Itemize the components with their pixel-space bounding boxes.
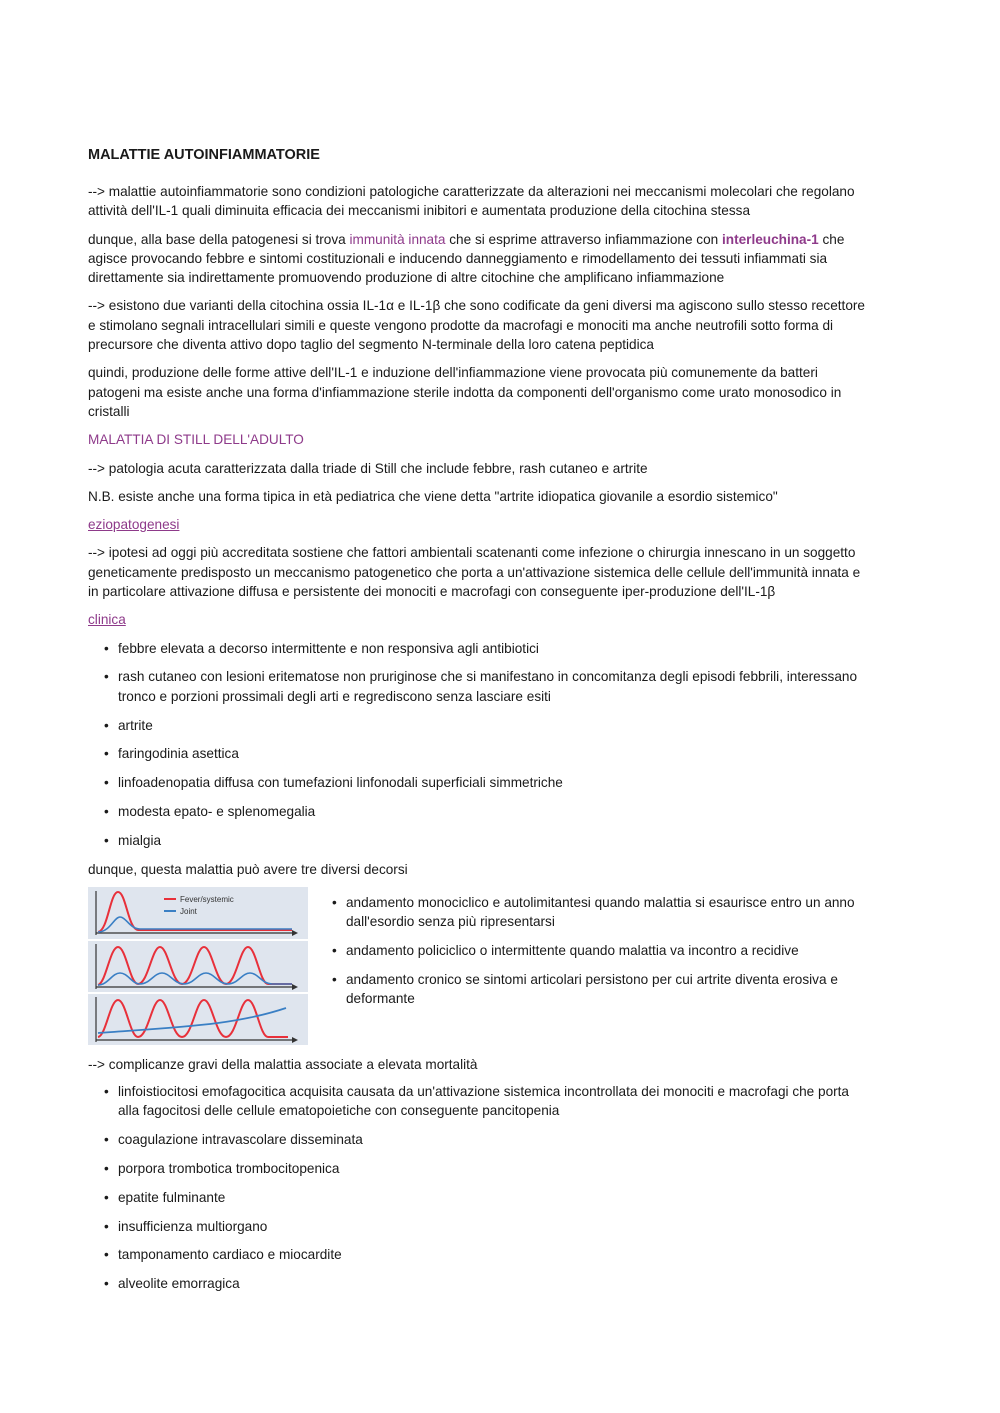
still-paragraph-2: N.B. esiste anche una forma tipica in età pediatrica che viene detta "artrite idiopatica giovanile a esordio sistemico" xyxy=(88,488,778,504)
figure-divider xyxy=(88,939,308,941)
list-item: • tamponamento cardiaco e miocardite xyxy=(118,1245,868,1264)
list-item: • coagulazione intravascolare disseminata xyxy=(118,1130,868,1149)
disease-course-figure xyxy=(88,887,308,1045)
intro-paragraph-3: --> esistono due varianti della citochina ossia IL-1α e IL-1β che sono codificate da geni diversi ma agiscono sullo stesso recettore e stimolano segnali intracellulari simili e queste vengono prodotte da macrofagi e monociti ma anche neutrofili sotto forma di precursore che diventa attivo dopo taglio del segmento N-terminale della loro catena peptidica xyxy=(88,298,865,353)
list-item: • linfoistiocitosi emofagocitica acquisita causata da un'attivazione sistemica incontrollata dei monociti e macrofagi che porta alla fagocitosi delle cellule ematopoietiche con conseguente pancitopenia xyxy=(118,1082,868,1121)
still-heading: MALATTIA DI STILL DELL'ADULTO xyxy=(88,432,304,448)
list-item: • alveolite emorragica xyxy=(118,1274,868,1293)
still-paragraph-1: --> patologia acuta caratterizzata dalla triade di Still che include febbre, rash cutaneo e artrite xyxy=(88,460,648,476)
decorsi-intro: dunque, questa malattia può avere tre diversi decorsi xyxy=(88,861,408,877)
legend-fever-label: Fever/systemic xyxy=(180,894,234,904)
decorsi-list xyxy=(322,893,866,1045)
list-item: • faringodinia asettica xyxy=(118,744,868,763)
intro-p2-text-b: che si esprime attraverso infiammazione con xyxy=(445,231,722,247)
intro-p2-text-a: dunque, alla base della patogenesi si trova xyxy=(88,231,350,247)
legend-joint-label: Joint xyxy=(180,906,197,916)
figure-divider xyxy=(88,992,308,994)
figure-background xyxy=(88,887,308,1045)
intro-p2-text-c: che agisce provocando febbre e sintomi costituzionali e inducendo danneggiamento e rimodellamento dei tessuti infiammati sia direttamente sia indirettamente promuovendo produzione di altre citochine che amplificano infiammazione xyxy=(88,231,845,286)
document-content xyxy=(88,145,868,1303)
eziopatogenesi-text: --> ipotesi ad oggi più accreditata sostiene che fattori ambientali scatenanti come infezione o chirurgia innescano in un soggetto geneticamente predisposto un meccanismo patogenetico che porta a un'attivazione sistemica delle cellule dell'immunità innata e in particolare attivazione diffusa e persistente dei monociti e macrofagi con conseguente iper-produzione dell'IL-1β xyxy=(88,545,861,600)
list-item: • rash cutaneo con lesioni eritematose non pruriginose che si manifestano in concomitanza degli episodi febbrili, interessano tronco e porzioni prossimali degli arti e regrediscono senza lasciare esiti xyxy=(118,667,868,706)
intro-paragraph-1: --> malattie autoinfiammatorie sono condizioni patologiche caratterizzate da alterazioni nei meccanismi molecolari che regolano attività dell'IL-1 quali diminuita efficacia dei meccanismi inibitori e aumentata produzione della citochina stessa xyxy=(88,184,855,219)
intro-paragraph-4: quindi, produzione delle forme attive dell'IL-1 e induzione dell'infiammazione viene provocata più comunemente da batteri patogeni ma esiste anche una forma d'infiammazione sterile indotta da componenti dell'organismo come urato monosodico in cristalli xyxy=(88,365,842,419)
list-item: • andamento monociclico e autolimitantesi quando malattia si esaurisce entro un anno dall'esordio senza più ripresentarsi xyxy=(346,893,866,932)
list-item: • epatite fulminante xyxy=(118,1188,868,1207)
clinica-list xyxy=(88,639,868,850)
list-item: • insufficienza multiorgano xyxy=(118,1217,868,1236)
immunita-innata-term: immunità innata xyxy=(349,231,446,247)
list-item: • linfoadenopatia diffusa con tumefazioni linfonodali superficiali simmetriche xyxy=(118,773,868,792)
list-item: • artrite xyxy=(118,716,868,735)
complicanze-list xyxy=(88,1082,868,1293)
list-item: • andamento cronico se sintomi articolari persistono per cui artrite diventa erosiva e deformante xyxy=(346,970,866,1009)
list-item: • modesta epato- e splenomegalia xyxy=(118,802,868,821)
page-title: MALATTIE AUTOINFIAMMATORIE xyxy=(88,147,320,163)
clinica-heading: clinica xyxy=(88,612,126,628)
list-item: • andamento policiclico o intermittente quando malattia va incontro a recidive xyxy=(346,941,866,960)
intro-paragraph-2 xyxy=(88,230,868,288)
decorsi-block xyxy=(88,887,868,1045)
complicanze-intro: --> complicanze gravi della malattia associate a elevata mortalità xyxy=(88,1056,478,1072)
list-item: • mialgia xyxy=(118,831,868,850)
eziopatogenesi-heading: eziopatogenesi xyxy=(88,517,180,533)
list-item: • febbre elevata a decorso intermittente e non responsiva agli antibiotici xyxy=(118,639,868,658)
list-item: • porpora trombotica trombocitopenica xyxy=(118,1159,868,1178)
interleuchina-term: interleuchina-1 xyxy=(722,231,819,247)
